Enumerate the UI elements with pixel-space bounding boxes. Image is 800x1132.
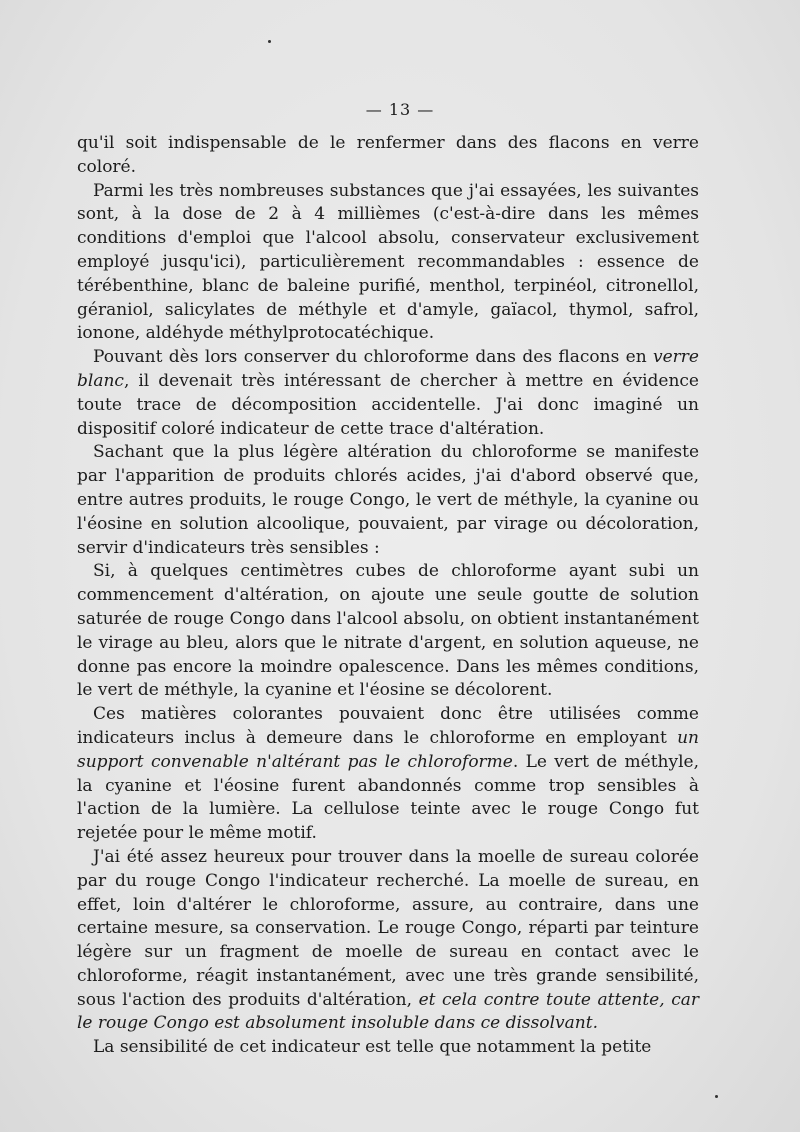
text-segment: Si, à quelques centimètres cubes de chloroforme ayant subi un commencement d'altération, on ajoute une seule goutte de solution saturée de rouge Congo dans l'alcool absolu, on obtient instantanément le virage au bleu, alors que le nitrate d'argent, en solution aqueuse, ne donne pas encore la moindre opalescence. Dans les mêmes conditions, le vert de méthyle, la cyanine et l'éosine se décolorent. (77, 561, 699, 701)
italic-text: verre blanc (77, 347, 699, 391)
paragraph (77, 846, 699, 1036)
text-segment: Sachant que la plus légère altération du chloroforme se manifeste par l'apparition de produits chlorés acides, j'ai d'abord observé que, entre autres produits, le rouge Congo, le vert de méthyle, la cyanine ou l'éosine en solution alcoolique, pouvaient, par virage ou décoloration, servir d'indicateurs très sensibles : (77, 442, 699, 558)
text-segment: Ces matières colorantes pouvaient donc être utilisées comme indicateurs inclus à demeure dans le chloroforme en employant (77, 704, 699, 748)
page-number: — 13 — (365, 100, 435, 119)
paragraph (77, 1036, 699, 1060)
text-segment: J'ai été assez heureux pour trouver dans la moelle de sureau colorée par du rouge Congo l'indicateur recherché. La moelle de sureau, en effet, loin d'altérer le chloroforme, assure, au contraire, dans une certaine mesure, sa conservation. Le rouge Congo, réparti par teinture légère sur un fragment de moelle de sureau en contact avec le chloroforme, réagit instantanément, avec une très grande sensibilité, sous l'action des produits d'altération, (77, 846, 699, 1010)
text-segment: Pouvant dès lors conserver du chloroforme dans des flacons en (93, 347, 654, 368)
paragraph (77, 441, 699, 560)
text-segment: qu'il soit indispensable de le renfermer dans des flacons en verre coloré. (77, 133, 699, 177)
text-segment: La sensibilité de cet indicateur est telle que notamment la petite (93, 1037, 652, 1058)
paragraph (77, 703, 699, 846)
paragraph (77, 180, 699, 347)
text-segment: , il devenait très intéressant de chercher à mettre en évidence toute trace de décomposition accidentelle. J'ai donc imaginé un dispositif coloré indicateur de cette trace d'altération. (77, 370, 699, 439)
paragraph (77, 132, 699, 180)
paragraph (77, 560, 699, 703)
print-speck (268, 40, 271, 43)
print-speck (715, 1095, 718, 1098)
text-segment: Parmi les très nombreuses substances que j'ai essayées, les suivantes sont, à la dose de 2 à 4 millièmes (c'est-à-dire dans les mêmes conditions d'emploi que l'alcool absolu, conservateur exclusivement employé jusqu'ici), particulièrement recommandables : essence de térébenthine, blanc de baleine purifié, menthol, terpinéol, citronellol, géraniol, salicylates de méthyle et d'amyle, gaïacol, thymol, safrol, ionone, aldéhyde méthylprotocatéchique. (77, 180, 699, 344)
paragraph (77, 346, 699, 441)
body-text (77, 132, 699, 1060)
text-segment: . Le vert de méthyle, la cyanine et l'éosine furent abandonnés comme trop sensibles à l'action de la lumière. La cellulose teinte avec le rouge Congo fut rejetée pour le même motif. (77, 751, 699, 844)
italic-text: et cela contre toute attente, car le rouge Congo est absolument insoluble dans ce dissolvant. (77, 989, 699, 1034)
italic-text: un support convenable n'altérant pas le chloroforme (77, 727, 699, 772)
